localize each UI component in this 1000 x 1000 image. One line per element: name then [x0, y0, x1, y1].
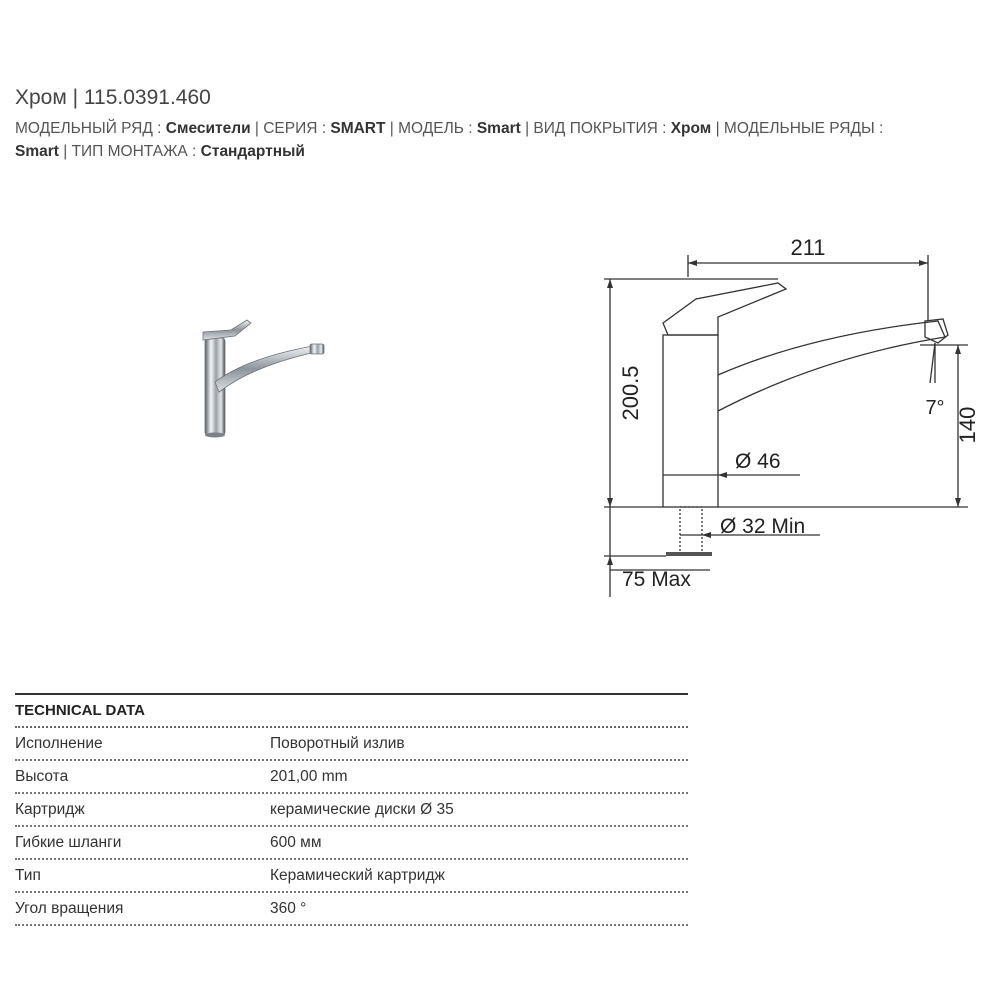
product-title: Хром | 115.0391.460 [15, 86, 211, 109]
faucet-handle [663, 283, 786, 335]
table-row [15, 728, 688, 761]
attr-label: | СЕРИЯ : [250, 120, 331, 137]
dim-height: 200.5 [618, 365, 643, 421]
attr-value: SMART [330, 120, 386, 137]
row-value: 201,00 mm [270, 768, 348, 785]
dim-width: 211 [790, 235, 826, 260]
row-key: Картридж [15, 801, 85, 818]
table-row [15, 860, 688, 893]
attr-label: | ТИП МОНТАЖА : [58, 143, 201, 160]
technical-data-table [15, 693, 688, 926]
row-value: 360 ° [270, 900, 307, 917]
table-row [15, 827, 688, 860]
attr-value: Smart [15, 143, 59, 160]
attr-label: | ВИД ПОКРЫТИЯ : [520, 120, 671, 137]
attr-label: | МОДЕЛЬ : [385, 120, 477, 137]
row-value: керамические диски Ø 35 [270, 801, 454, 818]
row-key: Гибкие шланги [15, 834, 122, 851]
row-value: 600 мм [270, 834, 322, 851]
row-key: Исполнение [15, 735, 103, 752]
dim-angle: 7° [925, 397, 945, 419]
faucet-shank [680, 507, 702, 553]
product-photo [185, 308, 335, 443]
table-row [15, 893, 688, 926]
attr-value: Стандартный [200, 143, 305, 160]
dimension-drawing [600, 225, 980, 605]
row-value: Поворотный излив [270, 735, 405, 752]
table-row [15, 794, 688, 827]
dim-hole-diameter: Ø 32 Min [720, 515, 806, 538]
technical-data-title: TECHNICAL DATA [15, 695, 688, 728]
attr-value: Смесители [165, 120, 251, 137]
dim-body-diameter: Ø 46 [735, 450, 781, 473]
attributes-line-2 [15, 140, 1000, 163]
row-key: Угол вращения [15, 900, 124, 917]
attr-value: Хром [670, 120, 712, 137]
attr-value: Smart [476, 120, 521, 137]
dim-max-thickness: 75 Max [622, 568, 691, 591]
product-attributes [15, 117, 1000, 163]
faucet-body [663, 335, 718, 507]
row-key: Высота [15, 768, 69, 785]
row-value: Керамический картридж [270, 867, 445, 884]
dim-spout-height: 140 [955, 406, 980, 444]
table-row [15, 761, 688, 794]
faucet-spout [718, 321, 945, 411]
attr-label: МОДЕЛЬНЫЙ РЯД : [15, 120, 166, 137]
row-key: Тип [15, 867, 41, 884]
attributes-line-1 [15, 117, 1000, 140]
attr-label: | МОДЕЛЬНЫЕ РЯДЫ : [711, 120, 884, 137]
